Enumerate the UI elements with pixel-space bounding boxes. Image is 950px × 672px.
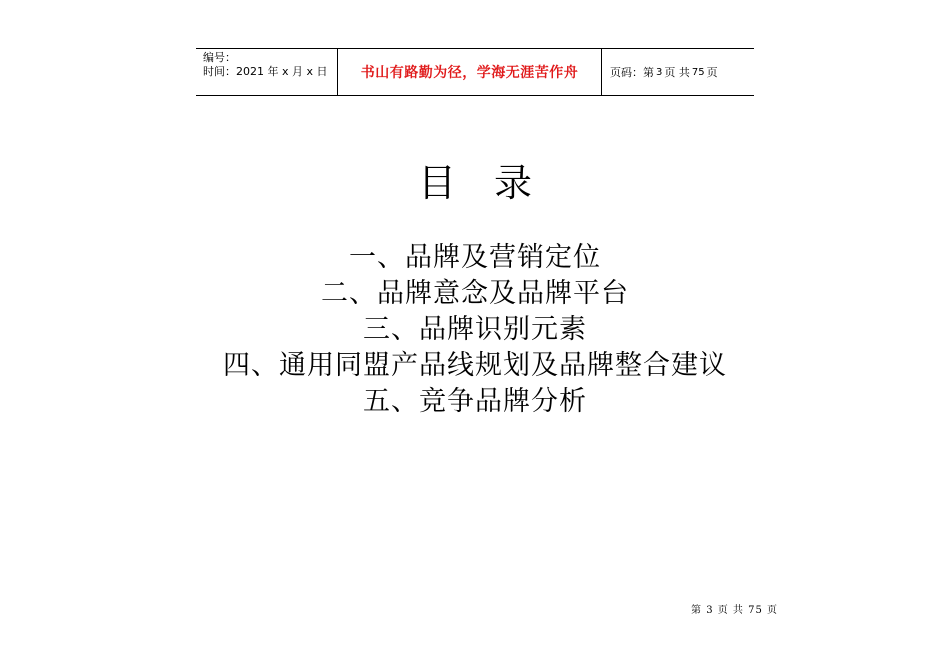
- page-label-suffix: 页: [706, 66, 718, 79]
- header-meta-cell: [196, 49, 338, 95]
- page-header: [196, 48, 754, 96]
- page-total-number: 75: [691, 66, 705, 78]
- toc-title: 目录: [417, 161, 570, 205]
- page-footer-number: 第 3 页 共 75 页: [691, 605, 778, 616]
- page-label-mid: 页 共: [664, 66, 690, 79]
- toc-item: 二、品牌意念及品牌平台: [321, 278, 629, 309]
- document-time-label: 时间：2021 年 x 月 x 日: [203, 65, 328, 78]
- toc-item: 四、通用同盟产品线规划及品牌整合建议: [223, 350, 727, 381]
- page-current-number: 3: [656, 66, 663, 78]
- page-label-prefix: 页码：第: [610, 66, 654, 79]
- toc-item: 一、品牌及营销定位: [349, 242, 601, 273]
- toc-list: [0, 240, 950, 420]
- toc-item: 五、竞争品牌分析: [363, 386, 587, 417]
- toc-item: 三、品牌识别元素: [363, 314, 587, 345]
- header-motto: 书山有路勤为径，学海无涯苦作舟: [360, 65, 579, 81]
- header-page-cell: [602, 49, 754, 95]
- document-number-label: 编号：: [203, 51, 236, 64]
- header-motto-cell: [338, 49, 602, 95]
